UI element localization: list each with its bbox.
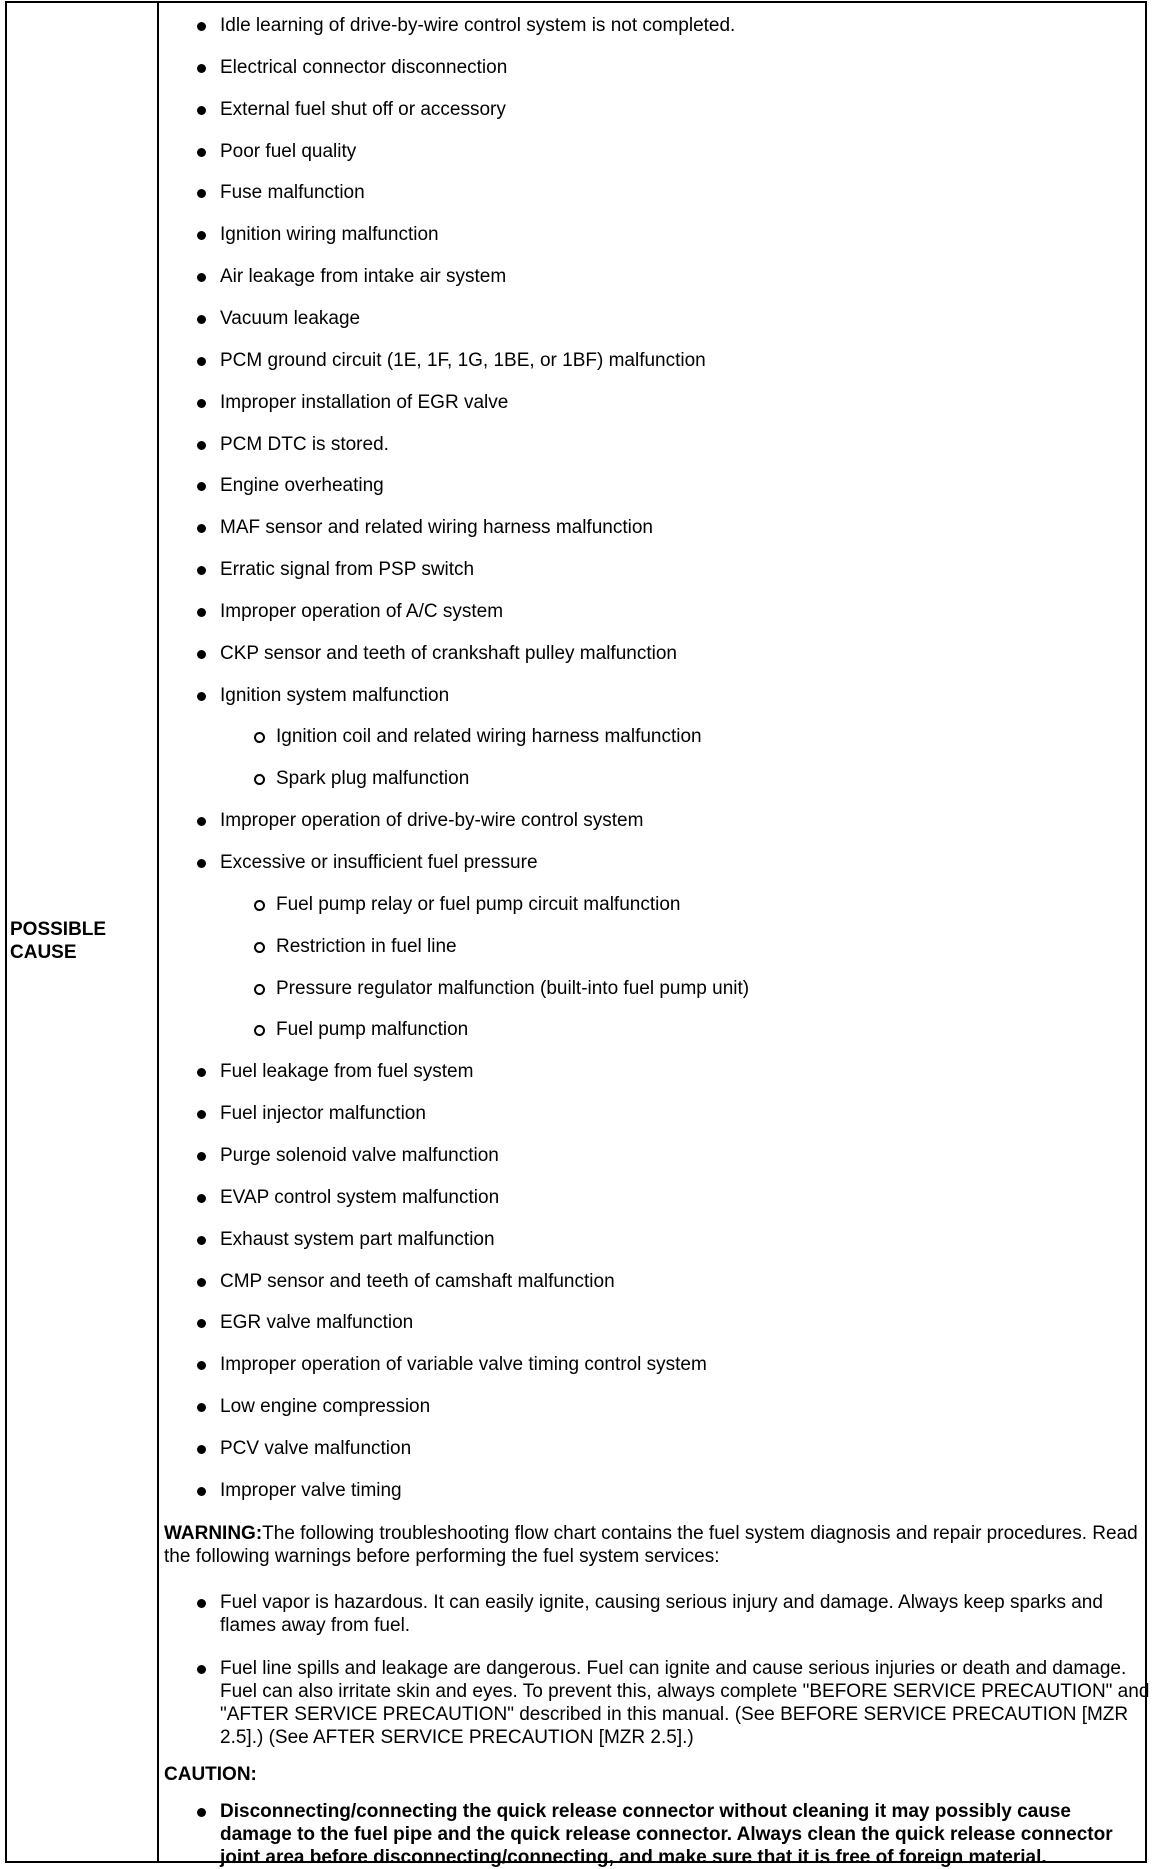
list-item-text: EVAP control system malfunction xyxy=(220,1187,500,1208)
bullet-icon xyxy=(197,64,206,73)
cause-content-cell xyxy=(159,3,1150,1868)
bullet-icon xyxy=(197,482,206,491)
list-item-text: Vacuum leakage xyxy=(220,308,361,329)
caution-label: CAUTION: xyxy=(164,1764,257,1785)
bullet-icon xyxy=(197,524,206,533)
bullet-icon xyxy=(197,231,206,240)
list-item-text: Fuse malfunction xyxy=(220,182,365,203)
bullet-icon xyxy=(197,106,206,115)
bullet-icon xyxy=(197,566,206,575)
list-item-text: Spark plug malfunction xyxy=(276,768,470,789)
bullet-icon xyxy=(197,859,206,868)
bullet-icon xyxy=(197,817,206,826)
bullet-icon xyxy=(197,1194,206,1203)
list-item-text: Purge solenoid valve malfunction xyxy=(220,1145,499,1166)
list-item-text: Improper operation of drive-by-wire control system xyxy=(220,810,644,831)
list-item-text: Fuel leakage from fuel system xyxy=(220,1061,474,1082)
bullet-icon xyxy=(197,650,206,659)
warning-text: The following troubleshooting flow chart contains the fuel system diagnosis and repair procedures. Read the following warnings before performing the fuel system services: xyxy=(164,1523,1138,1567)
bullet-icon xyxy=(197,148,206,157)
bullet-icon xyxy=(197,1068,206,1077)
bullet-icon xyxy=(197,1361,206,1370)
warning-bullet-icon xyxy=(197,1599,206,1608)
bullet-icon xyxy=(197,1487,206,1496)
list-item-text: Erratic signal from PSP switch xyxy=(220,559,475,580)
bullet-icon xyxy=(197,1445,206,1454)
list-item-text: Improper valve timing xyxy=(220,1480,402,1501)
caution-item-1: Disconnecting/connecting the quick release connector without cleaning it may possibly cause damage to the fuel pipe and the quick release connector. Always clean the quick release connector joint area before disconnecting/connecting, and make sure that it is free of foreign material. xyxy=(220,1801,1113,1868)
bullet-icon xyxy=(197,1152,206,1161)
row-label-line-2: CAUSE xyxy=(10,942,77,963)
bullet-icon xyxy=(197,1403,206,1412)
row-label xyxy=(10,918,106,964)
list-item-text: Ignition wiring malfunction xyxy=(220,224,439,245)
list-item-text: PCM ground circuit (1E, 1F, 1G, 1BE, or 1BF) malfunction xyxy=(220,350,706,371)
warning-item-1: Fuel vapor is hazardous. It can easily ignite, causing serious injury and damage. Always keep sparks and flames away from fuel. xyxy=(220,1592,1103,1636)
list-item-text: CKP sensor and teeth of crankshaft pulley malfunction xyxy=(220,643,677,664)
warning-bullet-icon xyxy=(197,1665,206,1674)
hollow-bullet-icon xyxy=(254,900,265,911)
bullet-icon xyxy=(197,273,206,282)
bullet-icon xyxy=(197,608,206,617)
bullet-icon xyxy=(197,441,206,450)
bullet-icon xyxy=(197,1110,206,1119)
possible-cause-table xyxy=(5,1,1150,1868)
list-item-text: Idle learning of drive-by-wire control system is not completed. xyxy=(220,15,736,36)
list-item-text: Pressure regulator malfunction (built-into fuel pump unit) xyxy=(276,978,750,999)
list-item-text: Engine overheating xyxy=(220,475,384,496)
list-item-text: Improper installation of EGR valve xyxy=(220,392,509,413)
bullet-icon xyxy=(197,1278,206,1287)
hollow-bullet-icon xyxy=(254,942,265,953)
hollow-bullet-icon xyxy=(254,732,265,743)
list-item-text: Improper operation of variable valve timing control system xyxy=(220,1354,707,1375)
list-item-text: Low engine compression xyxy=(220,1396,431,1417)
bullet-icon xyxy=(197,1319,206,1328)
list-item-text: CMP sensor and teeth of camshaft malfunction xyxy=(220,1271,615,1292)
hollow-bullet-icon xyxy=(254,984,265,995)
warning-item-2: Fuel line spills and leakage are dangerous. Fuel can ignite and cause serious injuries or death and damage. Fuel can also irritate skin and eyes. To prevent this, always complete "BEFORE SERVICE PRECAUTION" and "AFTER SERVICE PRECAUTION" described in this manual. (See BEFORE SERVICE PRECAUTION [MZR 2.5].) (See AFTER SERVICE PRECAUTION [MZR 2.5].) xyxy=(220,1658,1150,1748)
list-item-text: Ignition coil and related wiring harness malfunction xyxy=(276,726,702,747)
bullet-icon xyxy=(197,315,206,324)
hollow-bullet-icon xyxy=(254,774,265,785)
bullet-icon xyxy=(197,399,206,408)
list-item-text: Excessive or insufficient fuel pressure xyxy=(220,852,538,873)
list-item-text: EGR valve malfunction xyxy=(220,1312,414,1333)
caution-bullet-icon xyxy=(197,1808,206,1817)
list-item-text: Exhaust system part malfunction xyxy=(220,1229,495,1250)
list-item-text: PCV valve malfunction xyxy=(220,1438,412,1459)
warning-label: WARNING: xyxy=(164,1523,263,1544)
bullet-icon xyxy=(197,692,206,701)
list-item-text: Fuel pump malfunction xyxy=(276,1019,469,1040)
list-item-text: Improper operation of A/C system xyxy=(220,601,504,622)
list-item-text: Poor fuel quality xyxy=(220,141,357,162)
warning-paragraph xyxy=(164,1522,1149,1568)
list-item-text: MAF sensor and related wiring harness malfunction xyxy=(220,517,653,538)
bullet-icon xyxy=(197,22,206,31)
list-item-text: External fuel shut off or accessory xyxy=(220,99,506,120)
list-item-text: Restriction in fuel line xyxy=(276,936,457,957)
hollow-bullet-icon xyxy=(254,1025,265,1036)
list-item-text: Fuel pump relay or fuel pump circuit malfunction xyxy=(276,894,681,915)
bullet-icon xyxy=(197,1236,206,1245)
list-item-text: Ignition system malfunction xyxy=(220,685,450,706)
list-item-text: PCM DTC is stored. xyxy=(220,434,389,455)
bullet-icon xyxy=(197,189,206,198)
bullet-icon xyxy=(197,357,206,366)
list-item-text: Fuel injector malfunction xyxy=(220,1103,426,1124)
row-label-line-1: POSSIBLE xyxy=(10,919,107,940)
list-item-text: Electrical connector disconnection xyxy=(220,57,508,78)
list-item-text: Air leakage from intake air system xyxy=(220,266,507,287)
